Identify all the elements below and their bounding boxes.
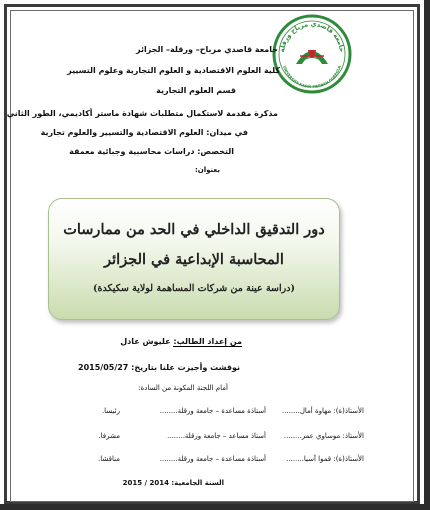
university-logo	[272, 14, 352, 94]
university-name: جامعة قاصدي مرباح– ورقلة– الجزائر	[135, 45, 278, 54]
committee-intro: أمام اللجنة المكونة من السادة:	[138, 384, 228, 392]
title-intro: بعنوان:	[195, 166, 220, 174]
thesis-note: مذكرة مقدمة لاستكمال متطلبات شهادة ماستر أكاديمي، الطور الثاني	[6, 109, 278, 118]
thesis-title-line1: دور التدقيق الداخلي في الحد من ممارسات	[63, 221, 325, 238]
committee-member-rank: أستاذة مساعدة – جامعة ورقلة........	[159, 407, 266, 415]
committee-member-name: الأستاذ: موساوي عمر........	[283, 432, 364, 440]
student-name: عليوش عادل	[120, 337, 171, 346]
committee-member-name: الأستاذ(ة): قموا آسيا........	[286, 455, 364, 463]
thesis-subtitle: (دراسة عينة من شركات المساهمة لولاية سكيكدة)	[93, 283, 295, 294]
committee-row	[30, 407, 364, 419]
committee-member-role: مشرفا.	[98, 432, 120, 440]
committee-member-role: مناقشا.	[98, 455, 120, 463]
faculty-name: كلية العلوم الاقتصادية و العلوم التجارية وعلوم التسيير	[67, 66, 280, 75]
page-edge-right	[424, 0, 430, 510]
committee-member-role: رئيسا.	[101, 407, 120, 415]
student-line	[120, 336, 242, 347]
committee-row	[30, 455, 364, 467]
specialty-line: التخصص: دراسات محاسبية وجبائية معمقة	[69, 147, 234, 156]
thesis-title-box	[48, 198, 340, 320]
page-edge-bottom	[0, 504, 430, 510]
defense-date: نوقشت وأجيزت علنا بتاريخ: 2015/05/27	[78, 363, 240, 372]
committee-member-name: الأستاذ(ة): مهاوة أمال........	[282, 407, 364, 415]
prepared-by-label: من إعداد الطالب:	[173, 337, 242, 346]
committee-row	[30, 432, 364, 444]
committee-member-rank: أستاذة مساعدة – جامعة ورقلة........	[159, 455, 266, 463]
thesis-title-line2: المحاسبة الإبداعية في الجزائر	[104, 251, 284, 268]
department-name: قسم العلوم التجارية	[156, 86, 236, 95]
field-line: في ميدان: العلوم الاقتصادية والتسيير والعلوم تجارية	[40, 128, 248, 137]
academic-year: السنة الجامعية: 2014 / 2015	[122, 479, 224, 487]
logo-arabic-text: جامعة قاصدي مرباح ورقلة	[278, 19, 346, 53]
logo-latin-text: UNIVERSITE KASDI MERBAH OUARGLA	[282, 65, 342, 90]
committee-member-rank: أستاذ مساعد – جامعة ورقلة........	[167, 432, 266, 440]
